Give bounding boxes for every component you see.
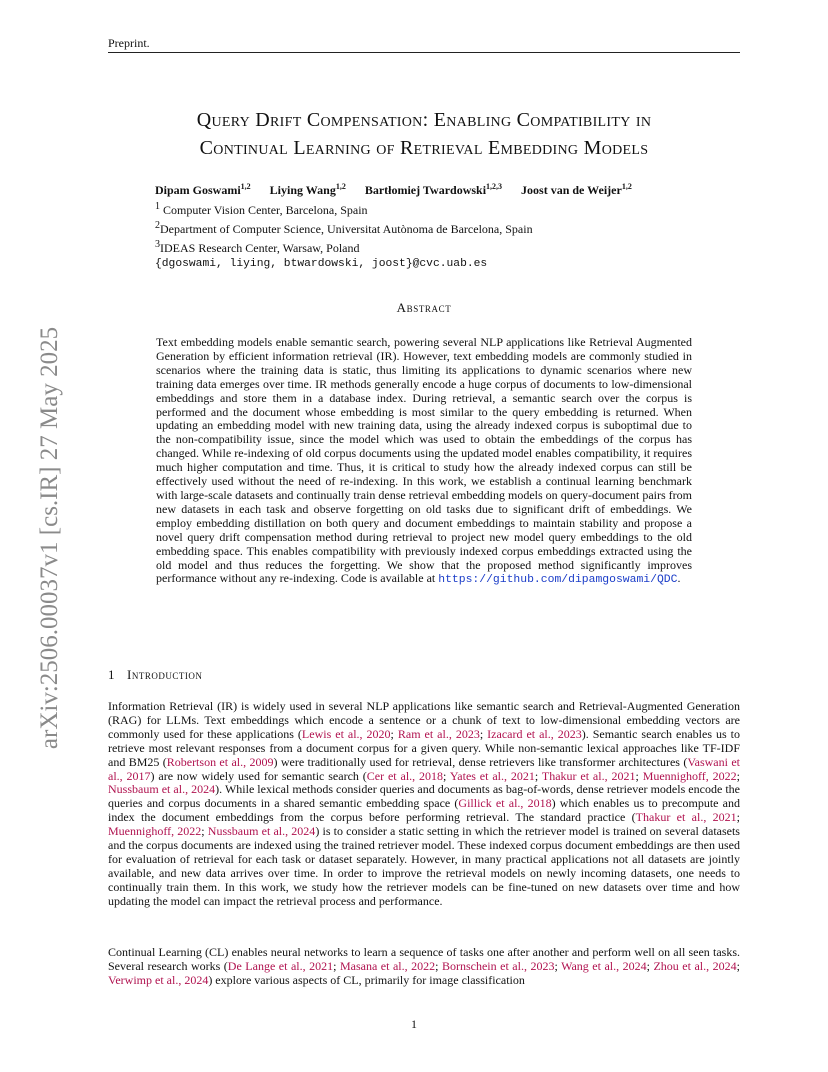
citation-link[interactable]: Thakur et al., 2021: [541, 768, 636, 783]
title-line-2: Continual Learning of Retrieval Embedding Models: [199, 137, 649, 159]
paragraph-text: Continual Learning (CL) enables neural networks to learn a sequence of tasks one after another and perform well on all seen tasks. Several research works (: [108, 945, 740, 973]
citation-link[interactable]: Verwimp et al., 2024: [108, 972, 209, 987]
intro-paragraph-2: [108, 946, 740, 988]
paragraph-text: ;: [554, 958, 562, 973]
code-link[interactable]: https://github.com/dipamgoswami/QDC: [438, 574, 678, 587]
citation-link[interactable]: Ram et al., 2023: [397, 726, 480, 741]
paragraph-text: ;: [479, 726, 488, 741]
paragraph-text: ). Semantic search enables us to retrieve most relevant responses from a document corpus for a given query. While non-semantic lexical approaches like TF-IDF and BM25 (: [108, 726, 741, 769]
section-title: Introduction: [127, 667, 203, 682]
intro-paragraph-1: [108, 700, 740, 909]
paragraph-text: ;: [534, 768, 542, 783]
citation-link[interactable]: Gillick et al., 2018: [458, 796, 552, 811]
citation-link[interactable]: Lewis et al., 2020: [301, 726, 391, 741]
citation-link[interactable]: Cer et al., 2018: [366, 768, 444, 783]
author: Liying Wang$^{1,2}$: [269, 182, 346, 197]
arxiv-stamp: arXiv:2506.00037v1 [cs.IR] 27 May 2025: [36, 326, 63, 750]
paragraph-text: Information Retrieval (IR) is widely used in several NLP applications like semantic search and Retrieval-Augmented Generation (RAG) for LLMs. Text embeddings which encode a sentence or a chunk of text to low-dimensional embedding vectors are commonly used for these applications (: [108, 699, 740, 741]
title-line-1: Query Drift Compensation: Enabling Compatibility in: [196, 109, 652, 131]
author: Dipam Goswami$^{1,2}$: [155, 182, 251, 197]
paragraph-text: ;: [736, 958, 740, 973]
paragraph-text: ;: [435, 958, 442, 973]
paragraph-text: ) which enables us to precompute and index the document embeddings from the corpus before performing retrieval. The standard practice (: [108, 796, 740, 825]
citation-link[interactable]: Thakur et al., 2021: [635, 810, 737, 825]
citation-link[interactable]: De Lange et al., 2021: [227, 958, 334, 973]
citation-link[interactable]: Muennighoff, 2022: [108, 824, 202, 839]
section-heading: [108, 667, 202, 683]
paper-title: [108, 106, 740, 162]
abstract-heading: Abstract: [396, 300, 452, 315]
paragraph-text: ;: [333, 958, 340, 973]
author: Joost van de Weijer$^{1,2}$: [521, 182, 632, 197]
citation-link[interactable]: Masana et al., 2022: [339, 958, 436, 973]
paragraph-text: ;: [201, 824, 208, 839]
citation-link[interactable]: Zhou et al., 2024: [653, 958, 737, 973]
affiliation: $^3$IDEAS Research Center, Warsaw, Poland: [155, 239, 360, 255]
affiliation: $^1$ Computer Vision Center, Barcelona, Spain: [155, 201, 368, 217]
page-number: 1: [411, 1017, 417, 1031]
paragraph-text: ) are now widely used for semantic search (: [150, 768, 367, 783]
abstract-text: Text embedding models enable semantic search, powering several NLP applications like Retrieval Augmented Generation by efficient information retrieval (IR). However, text embedding models are commonly studied in scenarios where the training data is static, thus limiting its applications to dynamic scenarios where new training data emerges over time. IR methods generally encode a huge corpus of documents to low-dimensional embeddings and store them in a database index. During retrieval, a semantic search over the corpus is performed and the document whose embedding is most similar to the query embedding is returned. When updating an embedding model with new training data, using the already indexed corpus is suboptimal due to the non-compatibility issue, since the model which was used to obtain the embeddings of the corpus has changed. While re-indexing of old corpus documents using the updated model enables compatibility, it requires much higher computation and time. Thus, it is critical to study how the already indexed corpus can still be effectively used without the need of re-indexing. In this work, we establish a continual learning benchmark with large-scale datasets and continually train dense retrieval embedding models on query-document pairs from new datasets in each task and observe forgetting on old tasks due to significant drift of embeddings. We employ embedding distillation on both query and document embeddings to maintain stability and propose a novel query drift compensation method during retrieval to project new model query embeddings to the old embedding space. This enables compatibility with previously indexed corpus embeddings extracted using the old model and thus reduces the forgetting. We show that the proposed method significantly improves performance without any re-indexing. Code is available at: [156, 335, 692, 586]
citation-link[interactable]: Wang et al., 2024: [561, 958, 647, 973]
author-list: [155, 182, 648, 198]
paragraph-text: ). While lexical methods consider queries and documents as bag-of-words, dense retriever models encode the queries and corpus documents in a shared semantic embedding space (: [108, 782, 740, 811]
paragraph-text: ;: [736, 768, 741, 783]
citation-link[interactable]: Nussbaum et al., 2024: [108, 782, 216, 797]
author-email[interactable]: {dgoswami, liying, btwardowski, joost}@cvc.uab.es: [155, 258, 488, 270]
paragraph-text: ) were traditionally used for retrieval, dense retrievers like transformer architectures (: [273, 754, 688, 769]
paragraph-text: ;: [390, 726, 398, 741]
paragraph-text: ;: [646, 958, 654, 973]
citation-link[interactable]: Bornschein et al., 2023: [441, 958, 555, 973]
running-header: Preprint.: [108, 36, 150, 50]
citation-link[interactable]: Robertson et al., 2009: [166, 754, 274, 769]
affiliation: $^2$Department of Computer Science, Universitat Autònoma de Barcelona, Spain: [155, 220, 533, 236]
affiliations: [155, 199, 533, 272]
citation-link[interactable]: Yates et al., 2021: [449, 768, 535, 783]
citation-link[interactable]: Vaswani et al., 2017: [108, 754, 740, 783]
author: Bartłomiej Twardowski$^{1,2,3}$: [364, 182, 503, 197]
abstract-body: Text embedding models enable semantic search, powering several NLP applications like Retrieval Augmented Generation by efficient information retrieval (IR). However, text embedding models are commonly studied in scenarios where the training data is static, thus limiting its applications to dynamic scenarios where new training data emerges over time. IR methods generally encode a huge corpus of documents to low-dimensional embeddings and store them in a database index. During retrieval, a semantic search over the corpus is performed and the document whose embedding is most similar to the query embedding is returned. When updating an embedding model with new training data, using the already indexed corpus is suboptimal due to the non-compatibility issue, since the model which was used to obtain the embeddings of the corpus has changed. While re-indexing of old corpus documents using the updated model enables compatibility, it requires much higher computation and time. Thus, it is critical to study how the already indexed corpus can still be effectively used without the need of re-indexing. In this work, we establish a continual learning benchmark with large-scale datasets and continually train dense retrieval embedding models on query-document pairs from new datasets in each task and observe forgetting on old tasks due to significant drift of embeddings. We employ embedding distillation on both query and document embeddings to maintain stability and propose a novel query drift compensation method during retrieval to project new model query embeddings to the old embedding space. This enables compatibility with previously indexed corpus embeddings extracted using the old model and thus reduces the forgetting. We show that the proposed method significantly improves performance without any re-indexing. Code is available at https://github.com/dipamgoswami/QDC.: [156, 335, 692, 587]
paragraph-text: ) explore various aspects of CL, primarily for image classification: [208, 972, 525, 987]
citation-link[interactable]: Izacard et al., 2023: [487, 726, 582, 741]
paragraph-text: ;: [635, 768, 643, 783]
header-rule: [108, 52, 740, 53]
citation-link[interactable]: Nussbaum et al., 2024: [207, 824, 316, 839]
paragraph-text: ;: [736, 810, 741, 825]
citation-link[interactable]: Muennighoff, 2022: [642, 768, 737, 783]
paragraph-text: ) is to consider a static setting in which the retriever model is trained on several datasets and the corpus documents are indexed using the trained retriever model. These indexed corpus document embeddings are then used for evaluation of retrieval for each task or dataset separately. However, in many practical applications not all datasets are jointly available, and new data arrives over time. In order to improve the retrieval models on newly incoming datasets, one needs to continually train them. In this work, we study how the retriever models can be fine-tuned on new datasets over time and how updating the model can impact the retrieval process and performance.: [108, 824, 740, 908]
section-number: 1: [108, 667, 115, 682]
paragraph-text: ;: [443, 768, 450, 783]
